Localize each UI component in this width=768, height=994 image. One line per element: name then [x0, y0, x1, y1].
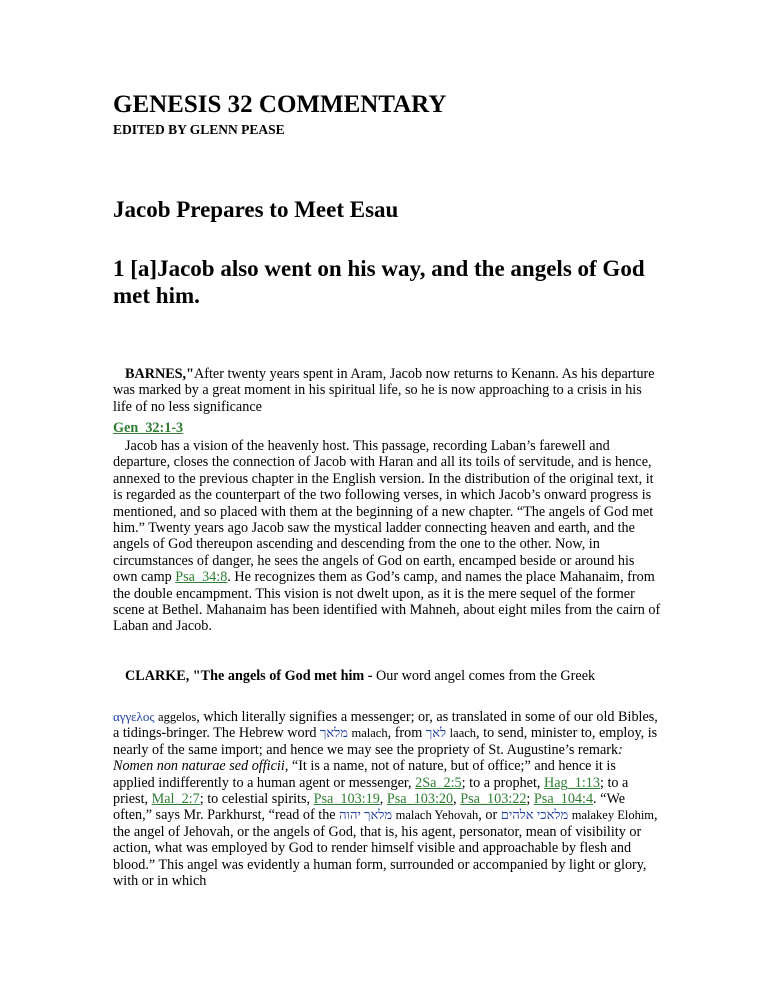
ref-psa-34-8[interactable]: Psa_34:8 [175, 569, 228, 586]
ref-psa-103-20[interactable]: Psa_103:20 [386, 791, 454, 808]
barnes-body-text-1: Jacob has a vision of the heavenly host. This passage, recording Laban’s farewell and departure, closes the connection of Jacob with Haran and all its toils of servitude, and is hence, annexed to the previous chapter in the English version. In the distribution of the original text, it is regarded as the counterpart of the two following verses, in which Jacob’s onward progress is mentioned, and so placed with them at the beginning of a new chapter. “The angels of God met him.” Twenty years ago Jacob saw the mystical ladder connecting heaven and earth, and the angels of God thereupon ascending and descending from the one to the other. Now, in circumstances of danger, he sees the angels of God on earth, encamped beside or around his own camp [113, 438, 654, 586]
hebrew-word-laach: לאך [425, 725, 447, 741]
greek-translit: aggelos [158, 710, 197, 724]
document-subtitle: EDITED BY GLENN PEASE [113, 122, 285, 137]
hebrew-word-malach: מלאך [319, 725, 348, 741]
clarke-text-2: , which literally signifies a messenger; or, as translated in some of our old Bibles, a tidings-bringer. The Hebrew word [113, 709, 658, 742]
hebrew-malakey-elohim-translit: malakey Elohim [571, 808, 655, 823]
barnes-body-paragraph [113, 438, 661, 635]
clarke-text-4: , to send, minister to, employ, is nearly of the same import; and hence we may see the propriety of St. Augustine’s remark [113, 725, 658, 758]
ref-hag-1-13[interactable]: Hag_1:13 [544, 774, 600, 791]
clarke-text-5: , “It is a name, not of nature, but of office;” and hence it is applied indifferently to a human agent or messenger, [113, 758, 616, 791]
clarke-text-13: , or [478, 807, 501, 824]
clarke-text-12: . “We often,” says Mr. Parkhurst, “read of the [113, 791, 625, 824]
document-title: GENESIS 32 COMMENTARY [113, 91, 447, 118]
ref-gen-32-1-3[interactable]: Gen_32:1-3 [113, 420, 184, 436]
hebrew-malach-yehovah: מלאך יהוה [339, 807, 393, 823]
ref-mal-2-7[interactable]: Mal_2:7 [151, 791, 200, 808]
latin-quote: : Nomen non naturae sed officii [113, 741, 623, 775]
clarke-text-14: , the angel of Jehovah, or the angels of God, that is, his agent, personator, mean of visibility or action, what was employed by God to render himself visible and approachable by flesh and blood.” This angel was evidently a human form, surrounded or accompanied by light or glory, with or in which [113, 807, 658, 890]
section-title: Jacob Prepares to Meet Esau [113, 197, 399, 222]
barnes-intro-text: After twenty years spent in Aram, Jacob now returns to Kenann. As his departure was marked by a great moment in his spiritual life, so he is now approaching to a crisis in his life of no less significance [113, 366, 655, 415]
clarke-text-6: ; to a prophet, [461, 774, 545, 791]
barnes-ref-line [113, 420, 661, 436]
clarke-paragraph-body [113, 709, 661, 889]
hebrew-malakey-elohim: מלאכי אלהים [500, 807, 569, 823]
greek-word: αγγελος [113, 709, 155, 724]
clarke-text-3: , from [387, 725, 426, 742]
ref-psa-104-4[interactable]: Psa_104:4 [533, 791, 594, 808]
ref-psa-103-19[interactable]: Psa_103:19 [313, 791, 380, 808]
clarke-text-1: Our word angel comes from the Greek [376, 668, 596, 684]
barnes-intro-paragraph [113, 366, 661, 415]
clarke-text-11: ; [526, 791, 534, 808]
hebrew-laach-translit: laach [449, 726, 477, 741]
hebrew-malach-translit: malach [351, 726, 388, 741]
clarke-label: CLARKE, "The angels of God met him - [125, 668, 377, 684]
clarke-text-8: ; to celestial spirits, [199, 791, 314, 808]
verse-text: 1 [a]Jacob also went on his way, and the angels of God met him. [113, 256, 645, 308]
ref-2sa-2-5[interactable]: 2Sa_2:5 [415, 774, 462, 791]
clarke-paragraph-heading [113, 668, 661, 684]
hebrew-malach-yehovah-translit: malach Yehovah [395, 808, 479, 823]
ref-psa-103-22[interactable]: Psa_103:22 [460, 791, 527, 808]
barnes-body-text-2: . He recognizes them as God’s camp, and names the place Mahanaim, from the double encampment. This vision is not dwelt upon, as it is the mere sequel of the former scene at Bethel. Mahanaim has been identified with Mahneh, about eight miles from the cairn of Laban and Jacob. [113, 569, 661, 635]
clarke-text-9: , [379, 791, 387, 808]
barnes-label: BARNES," [125, 366, 194, 382]
clarke-text-10: , [453, 791, 461, 808]
clarke-text-7: ; to a priest, [113, 774, 629, 808]
